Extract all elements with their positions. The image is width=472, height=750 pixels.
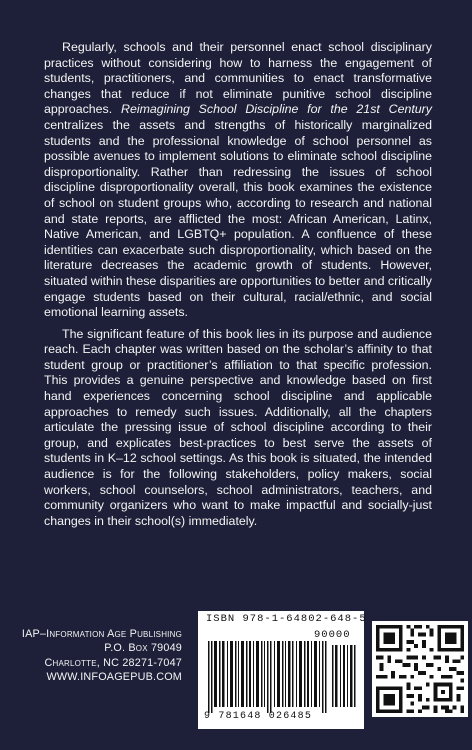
- blurb-paragraph-2: The significant feature of this book lies in its purpose and audience reach. Each chapter was written based on the scholar’s affinity to that student group or practitioner’s affiliation to that specific profession. This provides a genuine perspective and knowledge based on first hand experiences concerning school discipline and applicable approaches to remedy such issues. Additionally, all the chapters articulate the pressing issue of school discipline according to their group, and explicates best-practices to best serve the assets of students in K–12 school settings. As this book is situated, the intended audience is for the following stakeholders, policy makers, social workers, school counselors, school administrators, teachers, and community organizers who want to make impactful and socially-just changes in their school(s) immediately.: [44, 326, 432, 528]
- book-title-italic: Reimagining School Discipline for the 21st Century: [121, 102, 433, 117]
- price-code: 90000: [314, 629, 351, 641]
- ean-digits: 9 781648 026485: [204, 711, 313, 722]
- blurb-p1-start: Regularly, schools and their personnel enact school disciplinary practices without considering how to harness the engagement of students, practitioners, and communities to enact transformative changes that reduce if not eliminate punitive school discipline approaches.: [44, 40, 432, 117]
- publisher-info: [22, 627, 182, 685]
- qr-code-icon: [372, 621, 468, 717]
- publisher-website: WWW.INFOAGEPUB.COM: [46, 671, 182, 684]
- isbn-number: ISBN 978-1-64802-648-5: [206, 613, 367, 625]
- blurb-p1-end: centralizes the assets and strengths of historically marginalized students and the professional knowledge of school personnel as possible avenues to implement solutions to eliminate school discipline disproportionality. Rather than redressing the issues of school discipline disproportionality overall, this book examines the existence of school on student groups who, according to research and national and state reports, are afflicted the most: African American, Latinx, Native American, and LGBTQ+ population. A confluence of these identities can exacerbate such disproportionality, which based on the literature decreases the academic growth of students. However, situated within these disparities are opportunities to better and critically engage students based on their cultural, racial/ethnic, and social emotional learning assets.: [44, 117, 432, 320]
- publisher-name: IAP–Information Age Publishing: [21, 628, 182, 640]
- barcode-bars-icon: [204, 627, 358, 713]
- blurb-text: [44, 40, 432, 535]
- isbn-barcode: [198, 611, 367, 729]
- publisher-city: Charlotte, NC 28271-7047: [44, 656, 182, 669]
- publisher-po-box: P.O. Box 79049: [104, 642, 182, 655]
- blurb-paragraph-1: [44, 40, 432, 321]
